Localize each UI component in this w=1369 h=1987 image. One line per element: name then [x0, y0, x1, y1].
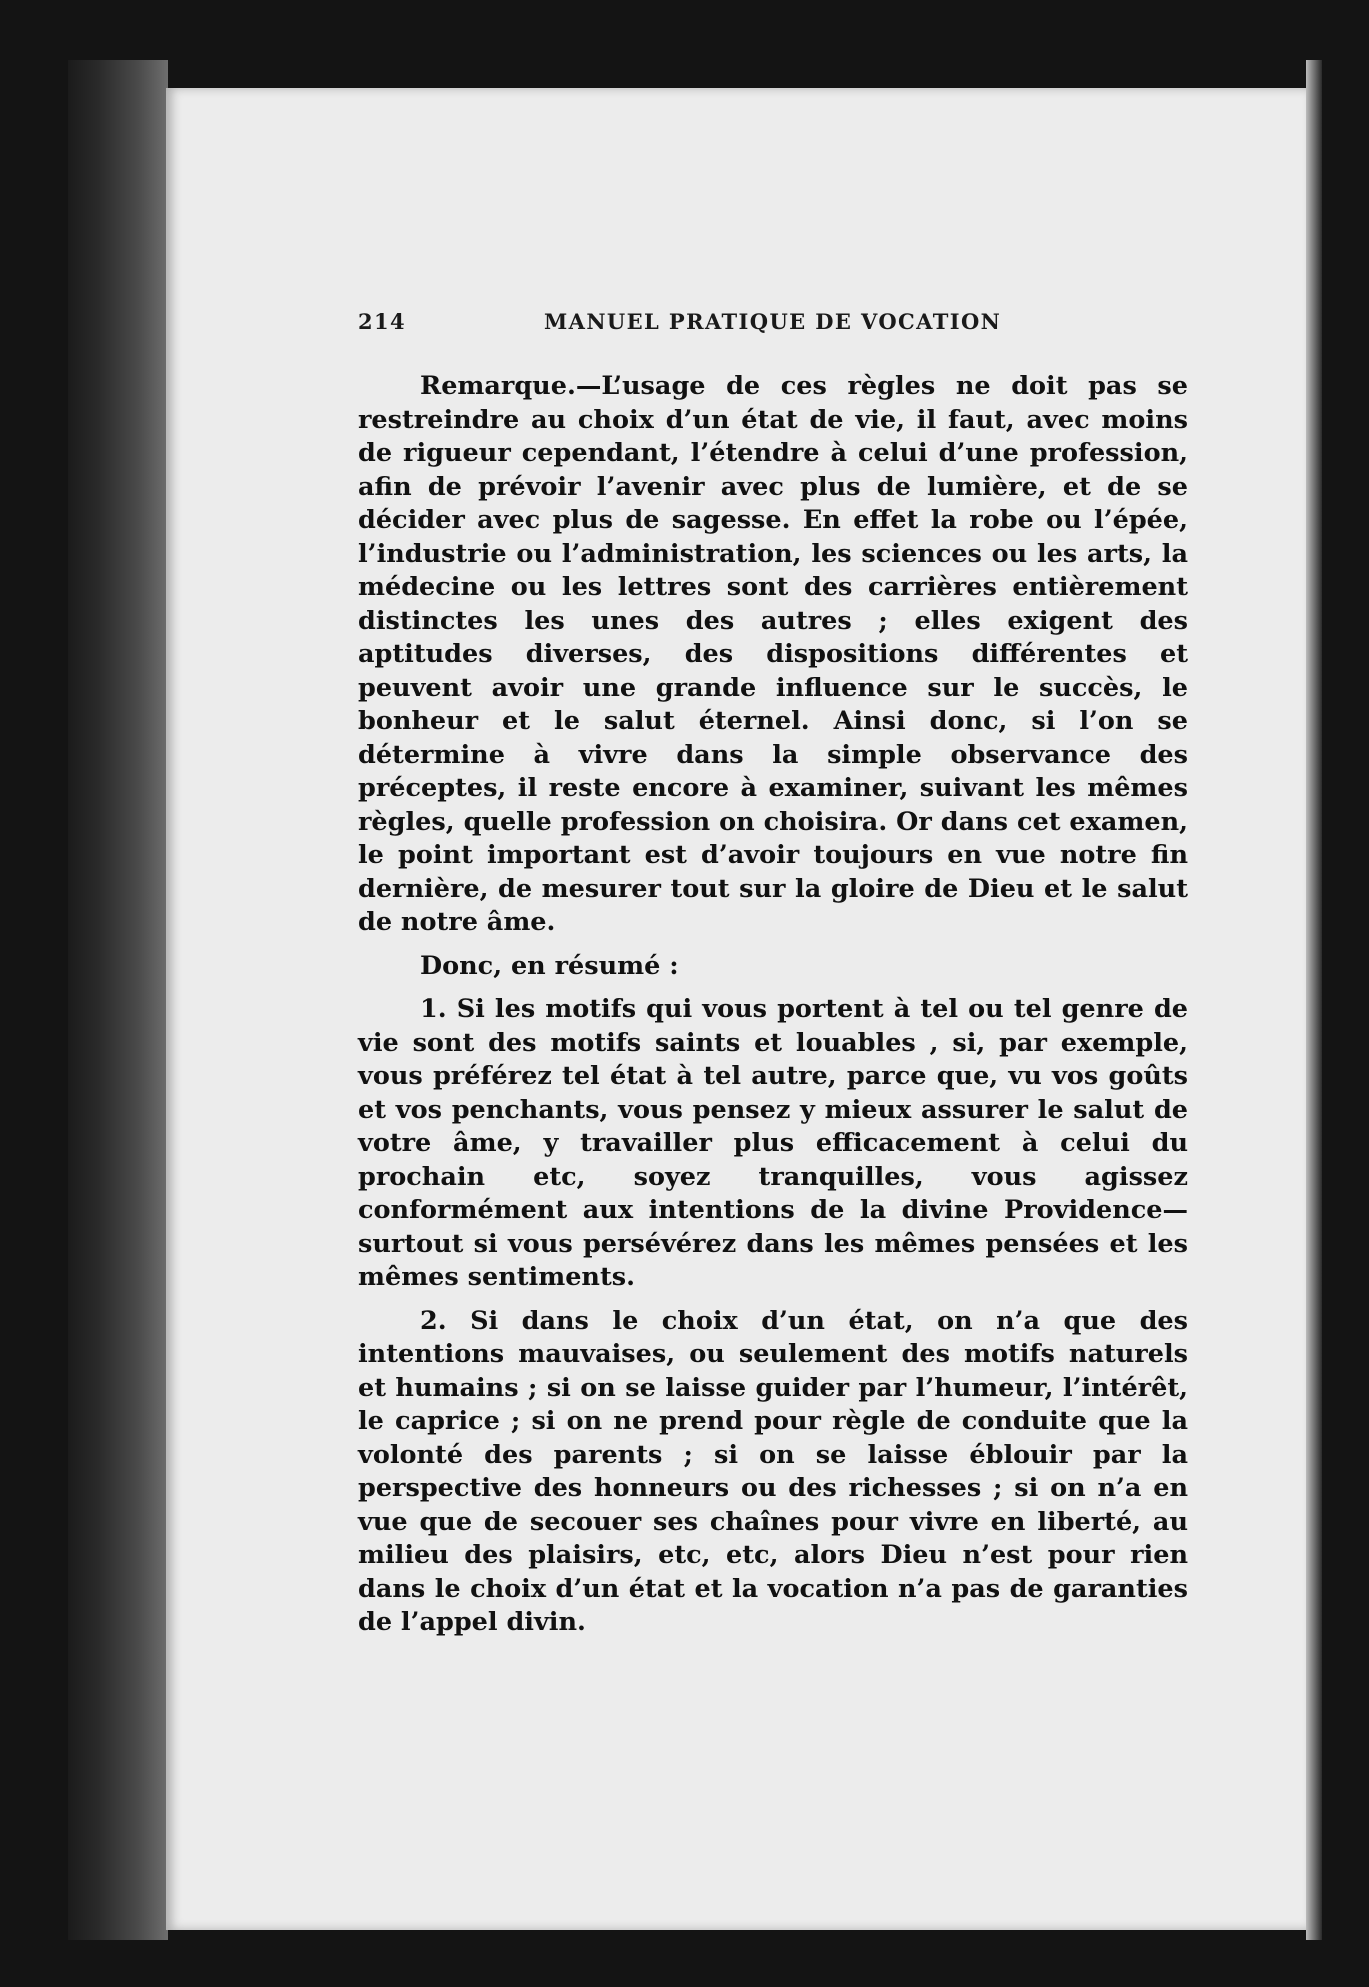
- body-text: [358, 370, 1188, 1640]
- paragraph-text: 2. Si dans le choix d’un état, on n’a que des intentions mauvaises, ou seulement des motifs naturels et humains ; si on se laisse guider par l’humeur, l’intérêt, le caprice ; si on ne prend pour règle de conduite que la volonté des parents ; si on se laisse éblouir par la perspective des honneurs ou des richesses ; si on n’a en vue que de secouer ses chaînes pour vivre en liberté, au milieu des plaisirs, etc, etc, alors Dieu n’est pour rien dans le choix d’un état et la vocation n’a pas de garanties de l’appel divin.: [358, 1305, 1188, 1637]
- paragraph-lead: Remarque.: [420, 371, 576, 401]
- paragraph-point-1: [358, 993, 1188, 1295]
- running-head-title: MANUEL PRATIQUE DE VOCATION: [544, 309, 1002, 334]
- paragraph-point-2: [358, 1305, 1188, 1640]
- paragraph-resume: [358, 950, 1188, 984]
- paragraph-remarque: [358, 370, 1188, 940]
- page-edge: [1306, 60, 1322, 1940]
- page-number: 214: [358, 309, 407, 334]
- book-binding: [68, 60, 168, 1940]
- paragraph-text: 1. Si les motifs qui vous portent à tel ou tel genre de vie sont des motifs saints et louables , si, par exemple, vous préférez tel état à tel autre, parce que, vu vos goûts et vos penchants, vous pensez y mieux assurer le salut de votre âme, y travailler plus efficacement à celui du prochain etc, soyez tranquilles, vous agissez conformément aux intentions de la divine Providence—surtout si vous persévérez dans les mêmes pensées et les mêmes sentiments.: [358, 994, 1188, 1292]
- paragraph-text: —L’usage de ces règles ne doit pas se restreindre au choix d’un état de vie, il faut, avec moins de rigueur cependant, l’étendre à celui d’une profession, afin de prévoir l’avenir avec plus de lumière, et de se décider avec plus de sagesse. En effet la robe ou l’épée, l’industrie ou l’administration, les sciences ou les arts, la médecine ou les lettres sont des carrières entièrement distinctes les unes des autres ; elles exigent des aptitudes diverses, des dispositions différentes et peuvent avoir une grande influence sur le succès, le bonheur et le salut éternel. Ainsi donc, si l’on se détermine à vivre dans la simple observance des préceptes, il reste encore à examiner, suivant les mêmes règles, quelle profession on choisira. Or dans cet examen, le point important est d’avoir toujours en vue notre fin dernière, de mesurer tout sur la gloire de Dieu et le salut de notre âme.: [358, 371, 1188, 937]
- paragraph-text: Donc, en résumé :: [420, 950, 679, 981]
- running-head: [358, 305, 1008, 341]
